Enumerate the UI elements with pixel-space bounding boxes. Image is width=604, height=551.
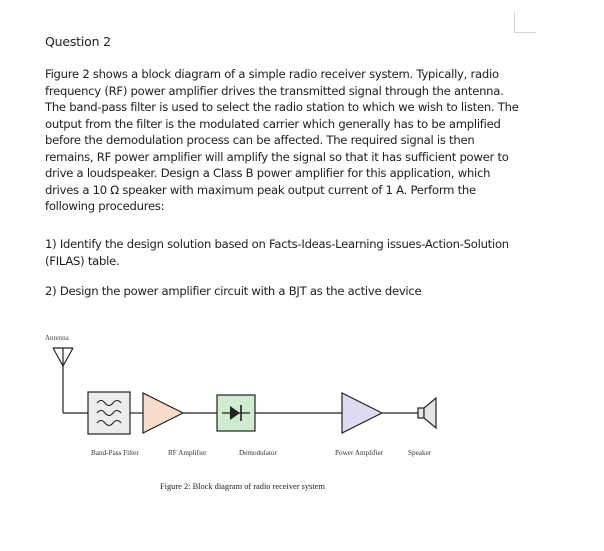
paragraph-line: before the demodulation process can be affected. The required signal is then (45, 133, 475, 147)
label-demodulator: Demodulator (239, 449, 277, 457)
question-paragraph (45, 66, 535, 215)
label-power-amplifier: Power Amplifier (335, 449, 384, 457)
procedure-step-1 (45, 236, 509, 269)
antenna-icon (53, 348, 88, 413)
paragraph-line: The band-pass filter is used to select the radio station to which we wish to listen. The (45, 100, 519, 114)
figure-caption: Figure 2: Block diagram of radio receiver system (160, 482, 325, 491)
antenna-label: Antenna (45, 334, 69, 342)
paragraph-line: Figure 2 shows a block diagram of a simple radio receiver system. Typically, radio (45, 67, 499, 81)
page-corner-mark (514, 32, 536, 33)
paragraph-line: remains, RF power amplifier will amplify the signal so that it has sufficient power to (45, 149, 509, 164)
paragraph-line: following procedures: (45, 199, 165, 213)
paragraph-line: drives a 10 Ω speaker with maximum peak output current of 1 A. Perform the (45, 182, 476, 197)
power-amplifier-block (342, 393, 382, 433)
label-speaker: Speaker (408, 449, 432, 457)
rf-amplifier-block (143, 393, 183, 433)
label-rf-amplifier: RF Amplifier (168, 449, 207, 457)
block-diagram-figure (40, 328, 460, 498)
paragraph-line: frequency (RF) power amplifier drives the transmitted signal through the antenna. (45, 83, 504, 98)
step-1-line: 1) Identify the design solution based on Facts-Ideas-Learning issues-Action-Solution (45, 237, 509, 251)
paragraph-line: output from the filter is the modulated carrier which generally has to be amplified (45, 116, 501, 131)
step-1-line: (FILAS) table. (45, 253, 120, 268)
bandpass-filter-block (88, 392, 130, 434)
procedure-step-2: 2) Design the power amplifier circuit with a BJT as the active device (45, 284, 422, 298)
label-bandpass-filter: Band-Pass Filter (91, 449, 139, 457)
speaker-icon (418, 398, 436, 428)
question-title: Question 2 (45, 34, 111, 49)
paragraph-line: drive a loudspeaker. Design a Class B power amplifier for this application, which (45, 166, 491, 180)
page-corner-mark-vertical (514, 12, 515, 32)
